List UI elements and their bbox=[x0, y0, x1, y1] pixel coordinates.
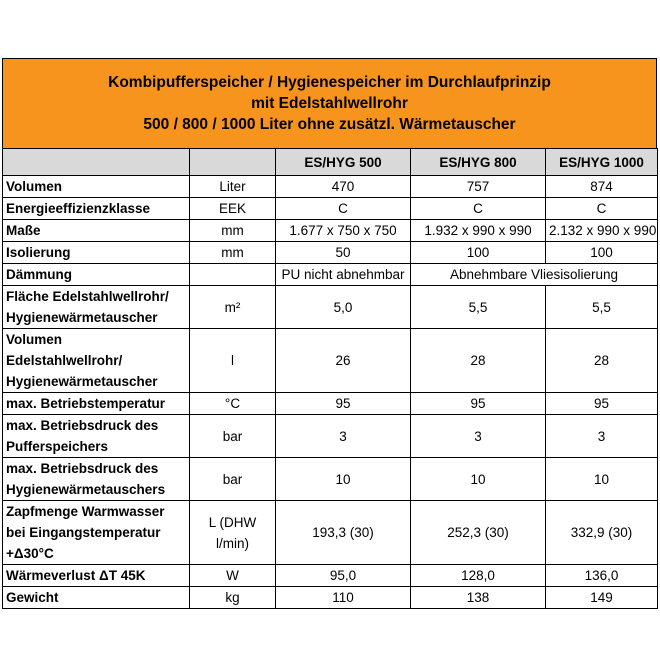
value-cell: 95 bbox=[411, 393, 546, 415]
row-unit bbox=[190, 242, 276, 264]
row-unit bbox=[190, 286, 276, 329]
header-cell: ES/HYG 1000 bbox=[546, 149, 658, 176]
row-label-text: Wärmeverlust ΔT 45K bbox=[6, 568, 146, 583]
value-cell: 2.132 x 990 x 990 bbox=[546, 220, 658, 242]
row-label bbox=[3, 329, 190, 393]
row-unit-text: mm bbox=[221, 223, 244, 238]
row-label-text: Gewicht bbox=[6, 590, 59, 605]
table-row bbox=[3, 587, 658, 609]
row-unit-text: bar bbox=[222, 471, 243, 487]
row-label-text: Maße bbox=[6, 223, 41, 238]
row-unit-text: l bbox=[231, 353, 234, 368]
row-unit-text: bar bbox=[222, 428, 243, 444]
row-label-text: Edelstahlwellrohr/ bbox=[6, 353, 123, 368]
table-row bbox=[3, 329, 658, 393]
row-label bbox=[3, 264, 190, 286]
value-cell: PU nicht abnehmbar bbox=[276, 264, 411, 286]
row-unit bbox=[190, 264, 276, 286]
row-unit bbox=[190, 220, 276, 242]
row-label-text: Volumen bbox=[6, 179, 63, 194]
row-label-text: Energieeffizienzklasse bbox=[6, 201, 151, 216]
row-label-text: Fläche Edelstahlwellrohr/ bbox=[6, 289, 169, 304]
table-row bbox=[3, 565, 658, 587]
spec-sheet bbox=[2, 58, 657, 609]
row-unit bbox=[190, 415, 276, 458]
row-unit-text: Liter bbox=[219, 179, 246, 194]
value-cell: 95,0 bbox=[276, 565, 411, 587]
value-cell: 3 bbox=[411, 415, 546, 458]
table-row bbox=[3, 242, 658, 264]
value-cell: 50 bbox=[276, 242, 411, 264]
value-cell: 5,5 bbox=[411, 286, 546, 329]
value-cell: C bbox=[546, 198, 658, 220]
row-label bbox=[3, 501, 190, 565]
table-row bbox=[3, 220, 658, 242]
value-cell: C bbox=[411, 198, 546, 220]
table-row bbox=[3, 393, 658, 415]
row-unit bbox=[190, 329, 276, 393]
value-cell: 28 bbox=[411, 329, 546, 393]
table-row bbox=[3, 176, 658, 198]
row-label-text: bei Eingangstemperatur bbox=[6, 525, 161, 540]
spec-table bbox=[2, 148, 658, 609]
table-row bbox=[3, 415, 658, 458]
table-title bbox=[2, 58, 657, 148]
value-cell: 1.677 x 750 x 750 bbox=[276, 220, 411, 242]
value-cell: 10 bbox=[276, 458, 411, 501]
row-label bbox=[3, 458, 190, 501]
row-unit bbox=[190, 458, 276, 501]
value-cell: 110 bbox=[276, 587, 411, 609]
row-label-text: max. Betriebsdruck des bbox=[6, 418, 159, 433]
value-cell: 136,0 bbox=[546, 565, 658, 587]
value-cell: 5,0 bbox=[276, 286, 411, 329]
table-row bbox=[3, 264, 658, 286]
row-label bbox=[3, 565, 190, 587]
value-cell: 193,3 (30) bbox=[276, 501, 411, 565]
value-cell: 26 bbox=[276, 329, 411, 393]
row-unit bbox=[190, 587, 276, 609]
row-label-text: Hygienewärmetauscher bbox=[6, 310, 158, 325]
row-unit-text: °C bbox=[224, 396, 241, 411]
row-unit bbox=[190, 501, 276, 565]
row-label bbox=[3, 587, 190, 609]
header-cell bbox=[190, 149, 276, 176]
row-label bbox=[3, 220, 190, 242]
value-cell: 10 bbox=[411, 458, 546, 501]
value-cell: 3 bbox=[546, 415, 658, 458]
row-label-text: max. Betriebsdruck des bbox=[6, 461, 159, 476]
row-unit-text: L (DHW bbox=[208, 514, 257, 530]
title-line-2: mit Edelstahlwellrohr bbox=[251, 95, 408, 112]
value-cell: 3 bbox=[276, 415, 411, 458]
value-cell: 95 bbox=[276, 393, 411, 415]
value-cell: 5,5 bbox=[546, 286, 658, 329]
table-row bbox=[3, 286, 658, 329]
table-row bbox=[3, 198, 658, 220]
row-label bbox=[3, 176, 190, 198]
row-label bbox=[3, 415, 190, 458]
value-cell: 470 bbox=[276, 176, 411, 198]
row-unit-text: EEK bbox=[218, 201, 246, 216]
row-label-text: Hygienewärmetauscher bbox=[6, 374, 158, 389]
row-label-text: Hygienewärmetauschers bbox=[6, 482, 166, 497]
value-cell: 149 bbox=[546, 587, 658, 609]
row-unit-text: kg bbox=[225, 590, 240, 605]
value-cell: 100 bbox=[411, 242, 546, 264]
value-cell: 128,0 bbox=[411, 565, 546, 587]
value-cell: 874 bbox=[546, 176, 658, 198]
value-cell: 332,9 (30) bbox=[546, 501, 658, 565]
row-label bbox=[3, 242, 190, 264]
row-label bbox=[3, 198, 190, 220]
value-cell: 28 bbox=[546, 329, 658, 393]
value-cell: 100 bbox=[546, 242, 658, 264]
value-cell: C bbox=[276, 198, 411, 220]
value-cell: 1.932 x 990 x 990 bbox=[411, 220, 546, 242]
row-unit bbox=[190, 565, 276, 587]
row-label-text: +Δ30°C bbox=[6, 546, 54, 561]
header-row bbox=[3, 149, 658, 176]
row-label-text: Dämmung bbox=[6, 267, 73, 282]
row-label-text: max. Betriebstemperatur bbox=[6, 396, 166, 411]
header-cell: ES/HYG 800 bbox=[411, 149, 546, 176]
row-unit-text: m² bbox=[224, 299, 241, 315]
row-label-text: Pufferspeichers bbox=[6, 439, 109, 454]
title-line-3: 500 / 800 / 1000 Liter ohne zusätzl. Wärmetauscher bbox=[143, 116, 516, 133]
table-body bbox=[3, 176, 658, 609]
value-cell: 138 bbox=[411, 587, 546, 609]
header-cell bbox=[3, 149, 190, 176]
row-label bbox=[3, 393, 190, 415]
table-row bbox=[3, 458, 658, 501]
value-cell: 95 bbox=[546, 393, 658, 415]
row-label-text: Volumen bbox=[6, 332, 63, 347]
row-label-text: Zapfmenge Warmwasser bbox=[6, 504, 165, 519]
row-unit bbox=[190, 176, 276, 198]
value-cell-merged: Abnehmbare Vliesisolierung bbox=[411, 264, 658, 286]
row-label-text: Isolierung bbox=[6, 245, 71, 260]
value-cell: 757 bbox=[411, 176, 546, 198]
value-cell: 252,3 (30) bbox=[411, 501, 546, 565]
row-unit-text: W bbox=[226, 568, 239, 583]
table-row bbox=[3, 501, 658, 565]
row-unit bbox=[190, 198, 276, 220]
title-line-1: Kombipufferspeicher / Hygienespeicher im Durchlaufprinzip bbox=[108, 74, 551, 91]
value-cell: 10 bbox=[546, 458, 658, 501]
row-unit-text: mm bbox=[221, 245, 244, 260]
row-unit-text: l/min) bbox=[216, 535, 249, 551]
row-unit bbox=[190, 393, 276, 415]
header-cell: ES/HYG 500 bbox=[276, 149, 411, 176]
row-label bbox=[3, 286, 190, 329]
